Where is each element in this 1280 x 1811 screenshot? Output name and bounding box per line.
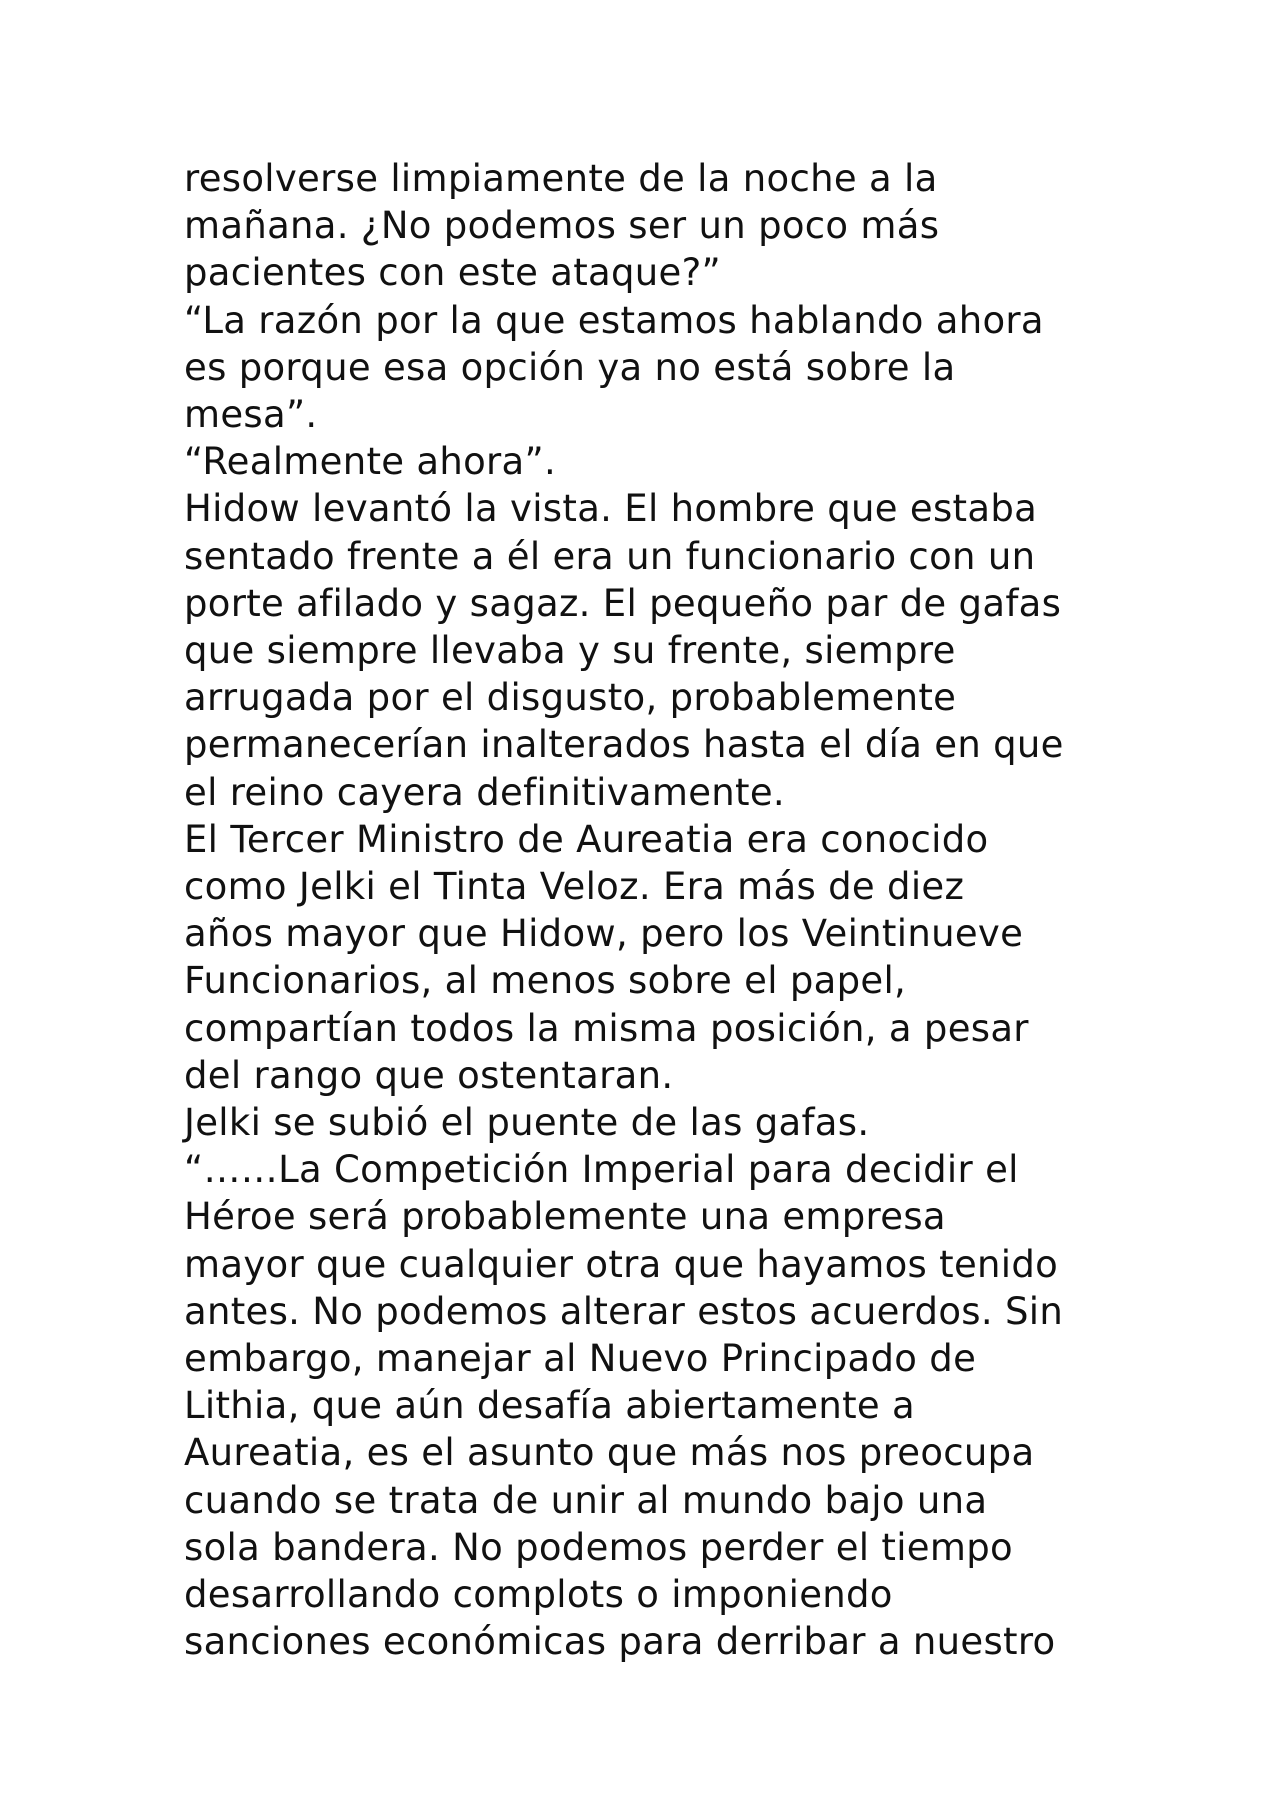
text-line: mañana. ¿No podemos ser un poco más <box>184 204 940 248</box>
body-text <box>184 155 1184 1666</box>
text-line: cuando se trata de unir al mundo bajo una <box>184 1478 988 1522</box>
text-line: sola bandera. No podemos perder el tiempo <box>184 1525 1013 1569</box>
text-line: del rango que ostentaran. <box>184 1053 674 1097</box>
text-line: Lithia, que aún desafía abiertamente a <box>184 1384 916 1428</box>
text-line: pacientes con este ataque?” <box>184 251 722 295</box>
text-line: el reino cayera definitivamente. <box>184 770 785 814</box>
text-line: permanecerían inalterados hasta el día en que <box>184 723 1064 767</box>
text-line: sentado frente a él era un funcionario con un <box>184 534 1036 578</box>
text-line: años mayor que Hidow, pero los Veintinueve <box>184 912 1024 956</box>
text-line: Aureatia, es el asunto que más nos preocupa <box>184 1431 1035 1475</box>
text-line: desarrollando complots o imponiendo <box>184 1573 893 1617</box>
text-line: porte afilado y sagaz. El pequeño par de gafas <box>184 581 1062 625</box>
text-line: como Jelki el Tinta Veloz. Era más de diez <box>184 865 965 909</box>
text-line: arrugada por el disgusto, probablemente <box>184 676 957 720</box>
text-line: resolverse limpiamente de la noche a la <box>184 157 938 200</box>
text-line: “La razón por la que estamos hablando ahora <box>184 298 1044 342</box>
text-line: embargo, manejar al Nuevo Principado de <box>184 1337 977 1381</box>
text-line: Héroe será probablemente una empresa <box>184 1195 946 1239</box>
text-line: que siempre llevaba y su frente, siempre <box>184 629 956 673</box>
text-line: “……La Competición Imperial para decidir el <box>184 1148 1019 1192</box>
text-line: mayor que cualquier otra que hayamos tenido <box>184 1242 1059 1286</box>
text-line: Funcionarios, al menos sobre el papel, <box>184 959 907 1003</box>
text-line: Hidow levantó la vista. El hombre que estaba <box>184 487 1038 531</box>
text-line: mesa”. <box>184 393 318 437</box>
text-line: es porque esa opción ya no está sobre la <box>184 345 956 389</box>
text-line: sanciones económicas para derribar a nuestro <box>184 1620 1056 1664</box>
text-line: “Realmente ahora”. <box>184 440 557 484</box>
text-line: antes. No podemos alterar estos acuerdos. Sin <box>184 1289 1064 1333</box>
text-line: Jelki se subió el puente de las gafas. <box>184 1101 870 1145</box>
text-line: compartían todos la misma posición, a pesar <box>184 1006 1029 1050</box>
text-line: El Tercer Ministro de Aureatia era conocido <box>184 817 989 861</box>
